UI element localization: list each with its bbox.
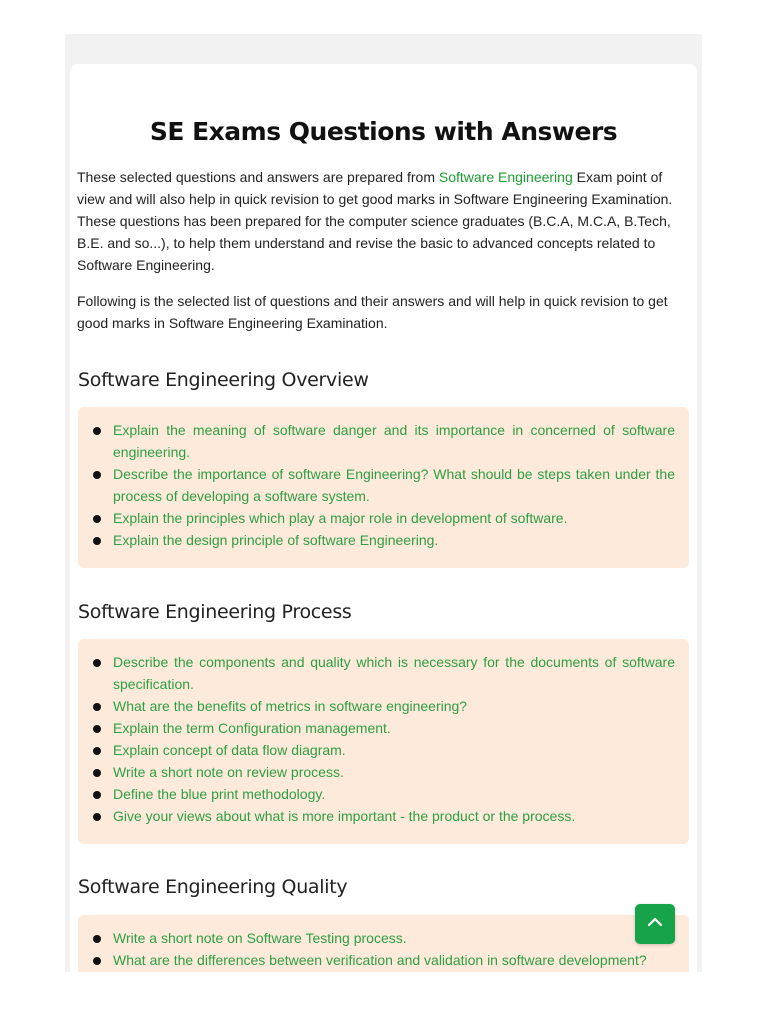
chevron-up-icon <box>646 913 664 936</box>
question-list <box>90 651 675 827</box>
question-box-process <box>78 639 689 844</box>
question-list <box>90 927 675 971</box>
content-card <box>70 64 697 972</box>
question-item[interactable] <box>90 419 675 463</box>
question-item[interactable] <box>90 695 675 717</box>
scroll-to-top-button[interactable] <box>635 904 675 944</box>
question-link[interactable]: Write a short note on review process. <box>113 764 344 780</box>
question-item[interactable] <box>90 783 675 805</box>
question-item[interactable] <box>90 949 675 971</box>
page-title: SE Exams Questions with Answers <box>149 117 618 146</box>
question-item[interactable] <box>90 739 675 761</box>
software-engineering-link[interactable]: Software Engineering <box>438 169 573 185</box>
question-link[interactable]: Describe the importance of software Engineering? What should be steps taken under the process of developing a software system. <box>113 466 675 504</box>
question-link[interactable]: Give your views about what is more important - the product or the process. <box>113 808 576 824</box>
question-box-quality <box>78 915 689 972</box>
question-item[interactable] <box>90 717 675 739</box>
question-link[interactable]: Explain the principles which play a major role in development of software. <box>113 510 568 526</box>
question-item[interactable] <box>90 805 675 827</box>
question-item[interactable] <box>90 529 675 551</box>
question-link[interactable]: Explain the term Configuration management. <box>113 720 391 736</box>
question-link[interactable]: Write a short note on Software Testing process. <box>113 930 407 946</box>
intro-text-end: Exam point of view and will also help in quick revision to get good marks in Software Engineering Examination. These questions has been prepared for the computer science graduates (B.C.A, M.C.A, B.Tech, B.E. and so...), to help them understand and revise the basic to advanced concepts related to Software Engineering. <box>77 169 673 273</box>
question-link[interactable]: Describe the components and quality which is necessary for the documents of software specification. <box>113 654 675 692</box>
intro-text-start: These selected questions and answers are prepared from <box>77 169 439 185</box>
question-link[interactable]: What are the benefits of metrics in software engineering? <box>113 698 468 714</box>
question-link[interactable]: Explain the design principle of software Engineering. <box>113 532 439 548</box>
section-heading-process: Software Engineering Process <box>78 601 352 623</box>
question-link[interactable]: Define the blue print methodology. <box>113 786 326 802</box>
question-link[interactable]: What are the differences between verification and validation in software development? <box>113 952 647 968</box>
question-item[interactable] <box>90 507 675 529</box>
section-heading-overview: Software Engineering Overview <box>78 369 369 391</box>
intro-paragraph-2: Following is the selected list of questions and their answers and will help in quick revision to get good marks in Software Engineering Examination. <box>77 293 668 331</box>
question-item[interactable] <box>90 761 675 783</box>
question-item[interactable] <box>90 927 675 949</box>
question-item[interactable] <box>90 463 675 507</box>
question-box-overview <box>78 407 689 568</box>
section-heading-quality: Software Engineering Quality <box>78 876 348 898</box>
question-list <box>90 419 675 551</box>
question-item[interactable] <box>90 651 675 695</box>
page-frame <box>65 34 702 972</box>
intro-paragraph <box>77 166 677 276</box>
question-link[interactable]: Explain concept of data flow diagram. <box>113 742 346 758</box>
question-link[interactable]: Explain the meaning of software danger and its importance in concerned of software engineering. <box>113 422 675 460</box>
